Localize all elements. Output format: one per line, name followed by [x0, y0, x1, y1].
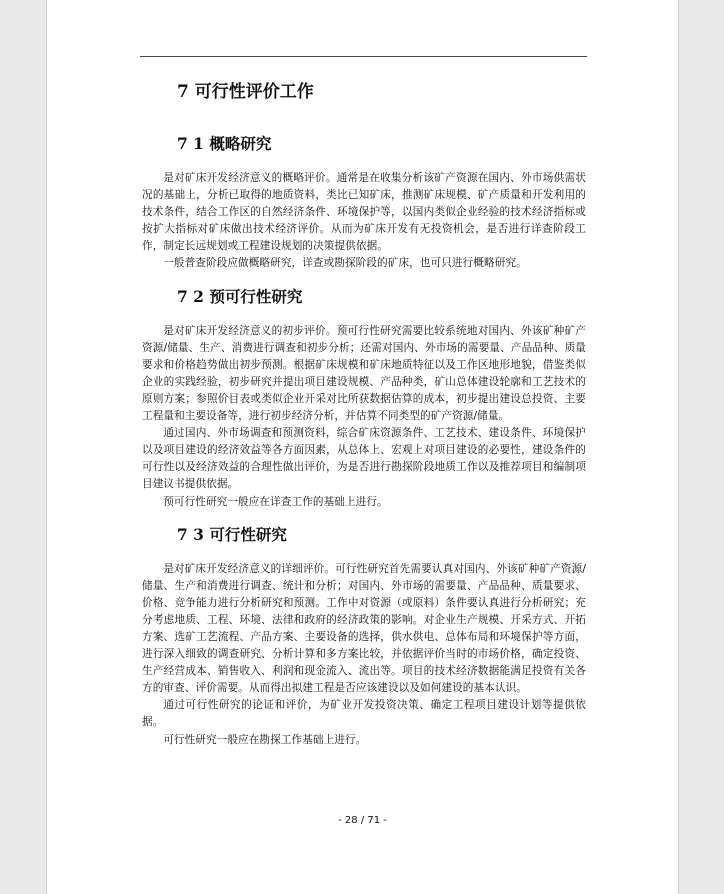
paragraph: 可行性研究一般应在勘探工作基础上进行。: [163, 733, 367, 746]
section-7-1: [142, 132, 586, 273]
paragraph: 通过国内、外市场调查和预测资料，综合矿床资源条件、工艺技术、建设条件、环境保护以及项目建设的经济效益等各方面因素，从总体上、宏观上对项目建设的必要性，建设条件的可行性以及经济效益的合理性做出评价，为是否进行勘探阶段地质工作以及推荐项目和编制项目建议书提供依据。: [142, 427, 586, 491]
section-title: 7 2 预可行性研究: [177, 286, 303, 306]
section-title: 7 1 概略研究: [177, 134, 272, 153]
chapter-title: 7 可行性评价工作: [177, 82, 314, 102]
section-7-2: [142, 285, 586, 511]
paragraph: 是对矿床开发经济意义的初步评价。预可行性研究需要比较系统地对国内、外该矿种矿产资源/储量、生产、消费进行调查和初步分析；还需对国内、外市场的需要量、产品品种、质量要求和价格趋势做出初步预测。根据矿床规模和矿床地质特征以及工作区地形地貌，借鉴类似企业的实践经验，初步研究并提出项目建设规模、产品种类，矿山总体建设轮廓和工艺技术的原则方案；参照价目表或类似企业开采对比所获数据估算的成本，初步提出建设总投资、主要工程量和主要设备等，进行初步经济分析，并估算不同类型的矿产资源/储量。: [142, 324, 586, 423]
paragraph: 预可行性研究一般应在详查工作的基础上进行。: [163, 495, 388, 508]
document-page: [46, 0, 679, 894]
paragraph: 一般普查阶段应做概略研究，详查或勘探阶段的矿床，也可只进行概略研究。: [163, 257, 527, 270]
paragraph: 通过可行性研究的论证和评价，为矿业开发投资决策、确定工程项目建设计划等提供依据。: [142, 699, 586, 729]
section-7-3: [142, 523, 586, 749]
page-content: [142, 78, 586, 755]
header-rule: [140, 56, 587, 57]
page-number: - 28 / 71 -: [338, 815, 387, 826]
paragraph: 是对矿床开发经济意义的详细评价。可行性研究首先需要认真对国内、外该矿种矿产资源/储量、生产和消费进行调查、统计和分析；对国内、外市场的需要量、产品品种、质量要求、价格、竞争能力进行分析研究和预测。工作中对资源（或原料）条件要认真进行分析研究；充分考虑地质、工程、环境、法律和政府的经济政策的影响。对企业生产规模、开采方式、开拓方案、选矿工艺流程、产品方案、主要设备的选择，供水供电、总体布局和环境保护等方面，进行深入细致的调查研究、分析计算和多方案比较，并依据评价当时的市场价格，确定投资、生产经营成本、销售收入、利润和现金流入、流出等。项目的技术经济数据能满足投资有关各方的审查、评价需要。从而得出拟建工程是否应该建设以及如何建设的基本认识。: [142, 562, 586, 695]
section-title: 7 3 可行性研究: [177, 524, 287, 544]
paragraph: 是对矿床开发经济意义的概略评价。通常是在收集分析该矿产资源在国内、外市场供需状况的基础上，分析已取得的地质资料，类比已知矿床，推测矿床规模、矿产质量和开发利用的技术条件，结合工作区的自然经济条件、环境保护等，以国内类似企业经验的技术经济指标或按扩大指标对矿床做出技术经济评价。从而为矿床开发有无投资机会，是否进行详查阶段工作，制定长远规划或工程建设规划的决策提供依据。: [142, 172, 586, 253]
